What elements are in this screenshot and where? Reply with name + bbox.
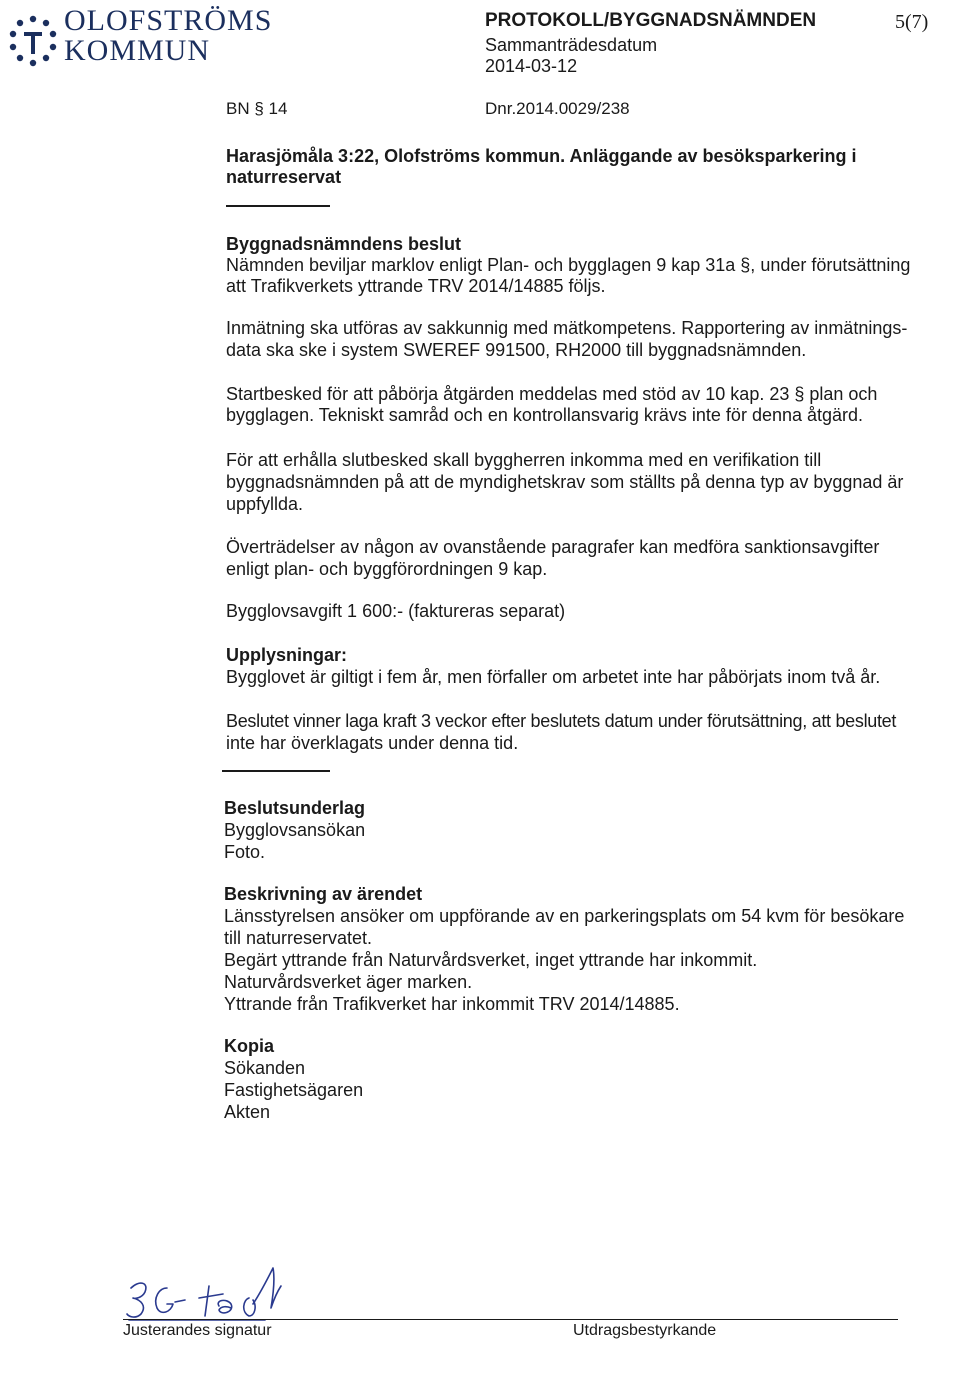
info-p2-line2: inte har överklagats under denna tid. bbox=[226, 733, 519, 753]
handwritten-signature-icon bbox=[123, 1262, 323, 1327]
decision-p1-line2: att Trafikverkets yttrande TRV 2014/14885 följs. bbox=[226, 276, 606, 296]
description-line: till naturreservatet. bbox=[224, 928, 373, 948]
divider bbox=[222, 770, 330, 772]
decision-p4-line3: uppfyllda. bbox=[226, 494, 304, 514]
basis-heading: Beslutsunderlag bbox=[224, 798, 366, 818]
decision-heading: Byggnadsnämndens beslut bbox=[226, 234, 462, 254]
subject-line-2: naturreservat bbox=[226, 167, 342, 187]
info-heading: Upplysningar: bbox=[226, 645, 348, 665]
copy-item: Fastighetsägaren bbox=[224, 1080, 364, 1100]
divider bbox=[226, 205, 330, 207]
decision-p5-line2: enligt plan- och byggförordningen 9 kap. bbox=[226, 559, 548, 579]
decision-p4-line1: För att erhålla slutbesked skall byggherren inkomma med en verifikation till bbox=[226, 450, 822, 470]
logo-text-line1: OLOFSTRÖMS bbox=[64, 4, 273, 37]
meeting-date-label: Sammanträdesdatum bbox=[485, 35, 658, 55]
info-p2-line1: Beslutet vinner laga kraft 3 veckor efter beslutets datum under förutsättning, att beslutet bbox=[226, 711, 897, 731]
decision-p1-line1: Nämnden beviljar marklov enligt Plan- och bygglagen 9 kap 31a §, under förutsättning bbox=[226, 255, 911, 275]
building-permit-fee: Bygglovsavgift 1 600:- (faktureras separat) bbox=[226, 601, 566, 621]
extract-certification-label: Utdragsbestyrkande bbox=[573, 1322, 717, 1339]
copy-heading: Kopia bbox=[224, 1036, 275, 1056]
copy-item: Sökanden bbox=[224, 1058, 306, 1078]
basis-item: Foto. bbox=[224, 842, 266, 862]
page-number: 5(7) bbox=[895, 11, 929, 33]
paragraph-number: BN § 14 bbox=[226, 99, 288, 118]
decision-p2-line2: data ska ske i system SWEREF 991500, RH2000 till byggnadsnämnden. bbox=[226, 340, 807, 360]
signature-label: Justerandes signatur bbox=[123, 1322, 272, 1339]
case-number: Dnr.2014.0029/238 bbox=[485, 99, 630, 118]
decision-p3-line1: Startbesked för att påbörja åtgärden meddelas med stöd av 10 kap. 23 § plan och bbox=[226, 384, 878, 404]
description-heading: Beskrivning av ärendet bbox=[224, 884, 423, 904]
decision-p5-line1: Överträdelser av någon av ovanstående paragrafer kan medföra sanktionsavgifter bbox=[226, 537, 880, 557]
description-line: Yttrande från Trafikverket har inkommit TRV 2014/14885. bbox=[224, 994, 680, 1014]
document-title: PROTOKOLL/BYGGNADSNÄMNDEN bbox=[485, 10, 817, 31]
decision-p4-line2: byggnadsnämnden på att de myndighetskrav som ställts på denna typ av byggnad är bbox=[226, 472, 904, 492]
copy-item: Akten bbox=[224, 1102, 271, 1122]
municipality-logo-icon bbox=[8, 14, 58, 75]
signature-line bbox=[123, 1319, 898, 1320]
description-line: Länsstyrelsen ansöker om uppförande av en parkeringsplats om 54 kvm för besökare bbox=[224, 906, 905, 926]
description-line: Naturvårdsverket äger marken. bbox=[224, 972, 473, 992]
description-line: Begärt yttrande från Naturvårdsverket, inget yttrande har inkommit. bbox=[224, 950, 758, 970]
info-p1: Bygglovet är giltigt i fem år, men förfaller om arbetet inte har påbörjats inom två år. bbox=[226, 667, 881, 687]
basis-item: Bygglovsansökan bbox=[224, 820, 366, 840]
subject-line-1: Harasjömåla 3:22, Olofströms kommun. Anläggande av besöksparkering i bbox=[226, 146, 857, 166]
decision-p3-line2: bygglagen. Tekniskt samråd och en kontrollansvarig krävs inte för denna åtgärd. bbox=[226, 405, 864, 425]
decision-p2-line1: Inmätning ska utföras av sakkunnig med mätkompetens. Rapportering av inmätnings- bbox=[226, 318, 908, 338]
meeting-date: 2014-03-12 bbox=[485, 56, 578, 76]
logo-text-line2: KOMMUN bbox=[64, 34, 211, 67]
